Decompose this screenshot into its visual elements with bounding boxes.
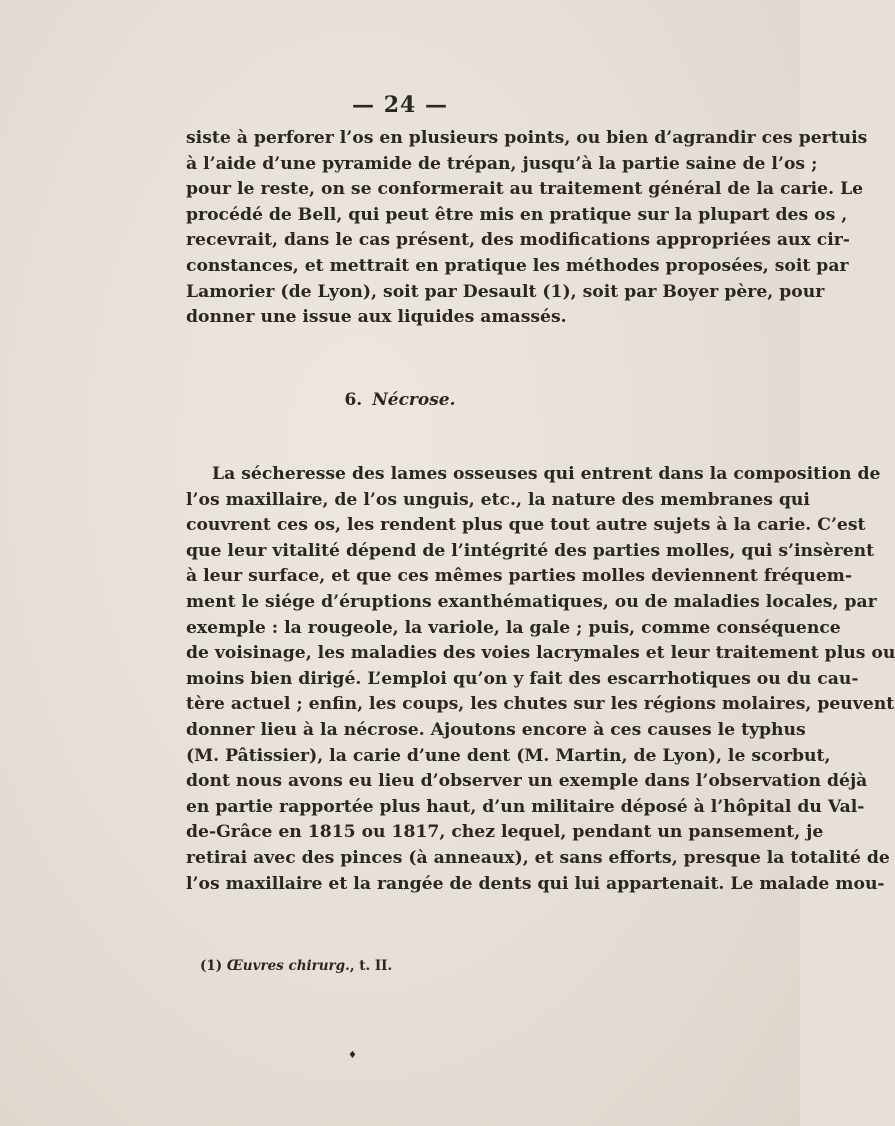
text-line: l’os maxillaire et la rangée de dents qui lui appartenait. Le malade mou- bbox=[186, 873, 885, 894]
text-line: dont nous avons eu lieu d’observer un exemple dans l’observation déjà bbox=[186, 771, 868, 792]
page-number: — 24 — bbox=[352, 92, 448, 118]
text-line: Lamorier (de Lyon), soit par Desault (1), soit par Boyer père, pour bbox=[186, 281, 825, 302]
text-line: que leur vitalité dépend de l’intégrité des parties molles, qui s’insèrent bbox=[186, 540, 875, 561]
text-line: retirai avec des pinces (à anneaux), et sans efforts, presque la totalité de bbox=[186, 847, 890, 868]
text-line: procédé de Bell, qui peut être mis en pratique sur la plupart des os , bbox=[186, 204, 848, 225]
text-line: exemple : la rougeole, la variole, la gale ; puis, comme conséquence bbox=[186, 617, 841, 638]
text-line: en partie rapportée plus haut, d’un militaire déposé à l’hôpital du Val- bbox=[186, 796, 865, 817]
paragraph-1 bbox=[186, 126, 868, 331]
text-line: l’os maxillaire, de l’os unguis, etc., la nature des membranes qui bbox=[186, 489, 810, 510]
text-line: donner une issue aux liquides amassés. bbox=[186, 307, 567, 328]
text-line: (M. Pâtissier), la carie d’une dent (M. Martin, de Lyon), le scorbut, bbox=[186, 745, 831, 766]
text-line: couvrent ces os, les rendent plus que tout autre sujets à la carie. C’est bbox=[186, 515, 866, 536]
text-line: tère actuel ; enfin, les coups, les chutes sur les régions molaires, peuvent bbox=[186, 694, 895, 715]
section-title: Nécrose. bbox=[372, 390, 456, 410]
text-line: La sécheresse des lames osseuses qui entrent dans la composition de bbox=[212, 464, 881, 484]
text-line: de voisinage, les maladies des voies lacrymales et leur traitement plus ou bbox=[186, 643, 895, 664]
text-line: ment le siége d’éruptions exanthématiques, ou de maladies locales, par bbox=[186, 591, 877, 612]
section-heading bbox=[0, 390, 800, 410]
footnote-marker: (1) bbox=[200, 958, 223, 974]
text-line: moins bien dirigé. L’emploi qu’on y fait des escarrhotiques ou du cau- bbox=[186, 668, 859, 689]
text-line: de-Grâce en 1815 ou 1817, chez lequel, pendant un pansement, je bbox=[186, 822, 824, 843]
footnote-volume: , t. II. bbox=[349, 958, 393, 974]
text-line: siste à perforer l’os en plusieurs points, ou bien d’agrandir ces pertuis bbox=[186, 128, 868, 148]
text-line: constances, et mettrait en pratique les méthodes proposées, soit par bbox=[186, 255, 849, 276]
footnote bbox=[200, 958, 392, 974]
section-number: 6. bbox=[344, 390, 363, 410]
paragraph-2 bbox=[186, 462, 895, 897]
printer-mark-ornament: ♦ bbox=[348, 1050, 357, 1061]
text-line: recevrait, dans le cas présent, des modifications appropriées aux cir- bbox=[186, 230, 850, 251]
text-line: donner lieu à la nécrose. Ajoutons encore à ces causes le typhus bbox=[186, 719, 806, 740]
text-line: à leur surface, et que ces mêmes parties molles deviennent fréquem- bbox=[186, 566, 852, 587]
footnote-work-title: Œuvres chirurg. bbox=[226, 958, 350, 974]
text-line: à l’aide d’une pyramide de trépan, jusqu’à la partie saine de l’os ; bbox=[186, 153, 818, 174]
text-line: pour le reste, on se conformerait au traitement général de la carie. Le bbox=[186, 179, 864, 200]
